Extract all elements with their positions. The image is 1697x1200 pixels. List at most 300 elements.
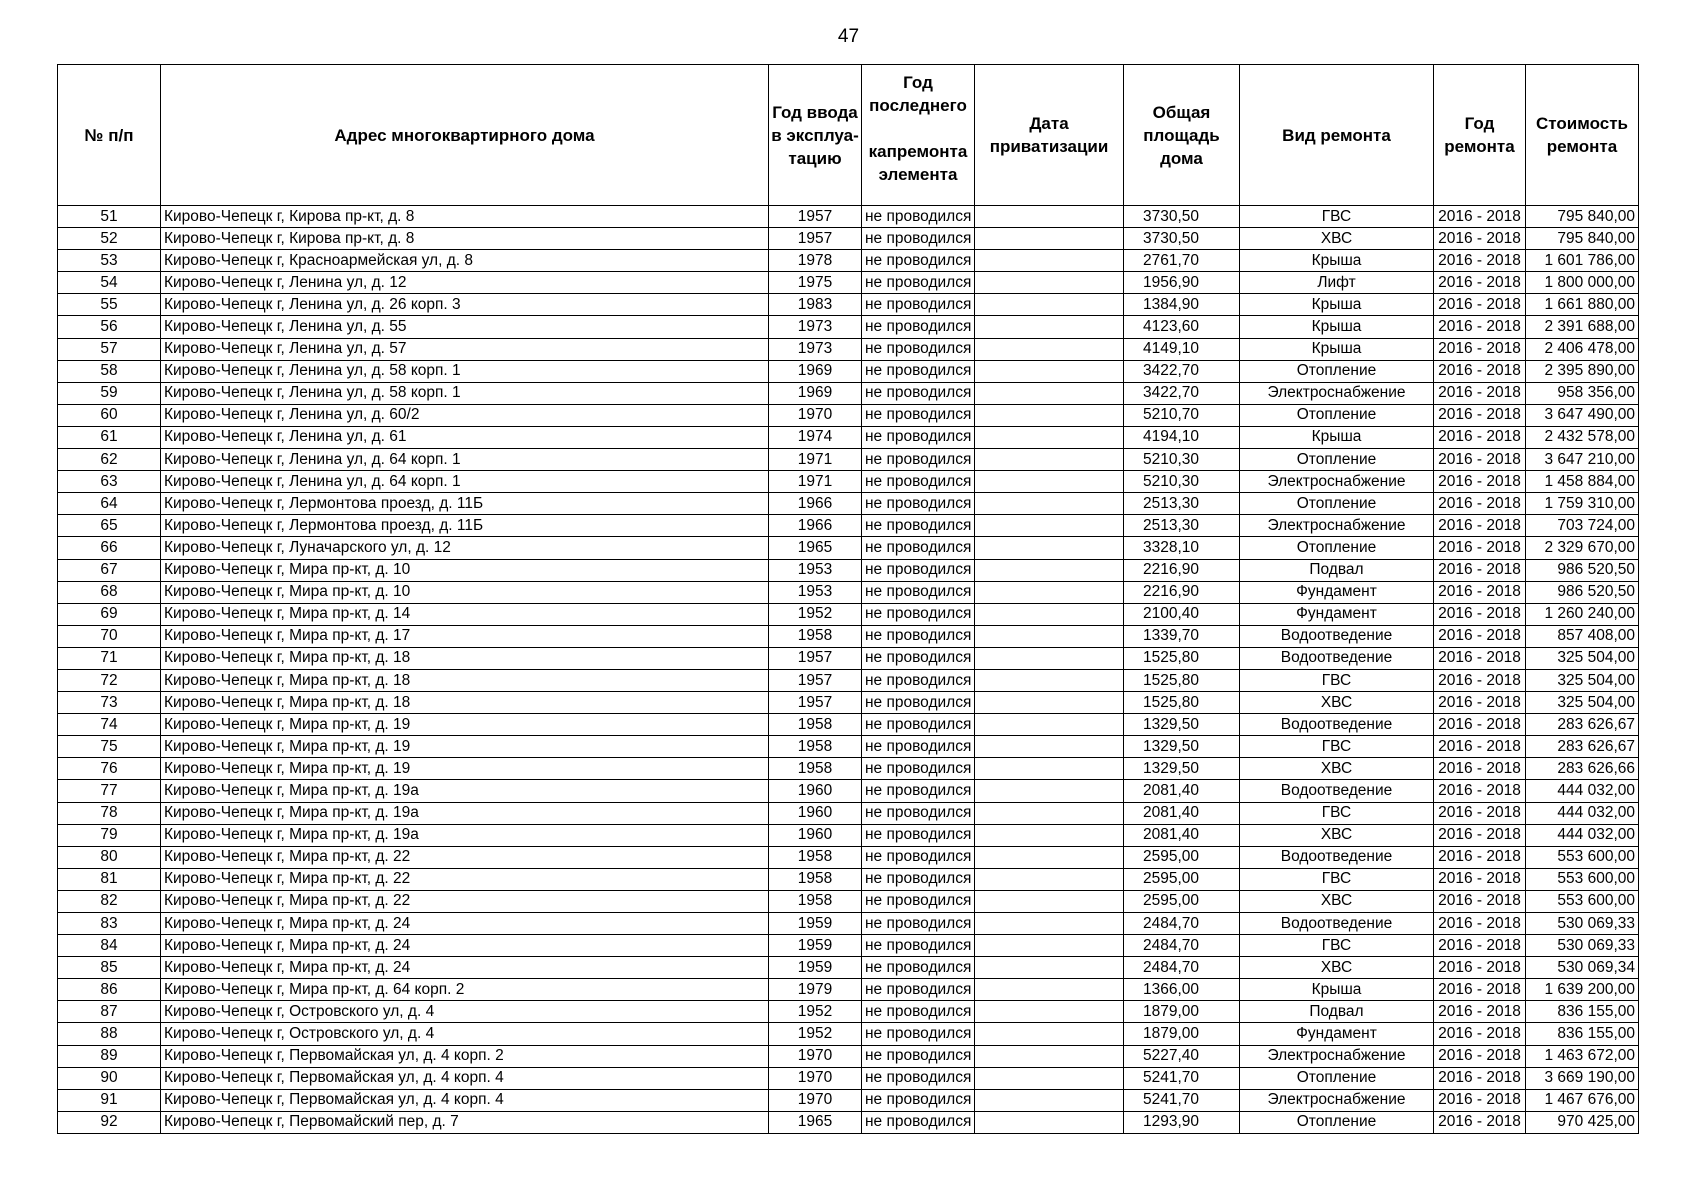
cell-last-repair: не проводился	[862, 1089, 975, 1111]
table-row	[58, 294, 1639, 316]
cell-last-repair: не проводился	[862, 1023, 975, 1045]
cell-repair-year: 2016 - 2018	[1434, 758, 1526, 780]
cell-repair-type: Отопление	[1240, 360, 1434, 382]
table-row	[58, 890, 1639, 912]
cell-last-repair: не проводился	[862, 382, 975, 404]
cell-repair-year: 2016 - 2018	[1434, 890, 1526, 912]
cell-year-built: 1965	[769, 1111, 862, 1133]
cell-last-repair: не проводился	[862, 360, 975, 382]
cell-last-repair: не проводился	[862, 471, 975, 493]
cell-privatization	[975, 736, 1124, 758]
cell-privatization	[975, 272, 1124, 294]
table-row	[58, 206, 1639, 228]
cell-num: 85	[58, 957, 161, 979]
cell-last-repair: не проводился	[862, 1067, 975, 1089]
cell-privatization	[975, 316, 1124, 338]
cell-repair-type: ХВС	[1240, 758, 1434, 780]
cell-repair-type: Фундамент	[1240, 581, 1434, 603]
cell-area: 2100,40	[1124, 603, 1240, 625]
cell-last-repair: не проводился	[862, 316, 975, 338]
cell-area: 2595,00	[1124, 846, 1240, 868]
table-row	[58, 1023, 1639, 1045]
cell-last-repair: не проводился	[862, 250, 975, 272]
header-repair-type: Вид ремонта	[1240, 65, 1434, 206]
cell-last-repair: не проводился	[862, 780, 975, 802]
cell-year-built: 1958	[769, 736, 862, 758]
cell-cost: 325 504,00	[1526, 692, 1639, 714]
cell-num: 89	[58, 1045, 161, 1067]
cell-repair-type: Водоотведение	[1240, 714, 1434, 736]
table-row	[58, 537, 1639, 559]
cell-repair-type: Лифт	[1240, 272, 1434, 294]
cell-num: 65	[58, 515, 161, 537]
cell-cost: 325 504,00	[1526, 647, 1639, 669]
cell-last-repair: не проводился	[862, 802, 975, 824]
table-row	[58, 824, 1639, 846]
cell-year-built: 1952	[769, 603, 862, 625]
cell-num: 64	[58, 493, 161, 515]
cell-area: 2081,40	[1124, 780, 1240, 802]
table-row	[58, 669, 1639, 691]
cell-cost: 836 155,00	[1526, 1001, 1639, 1023]
table-row	[58, 471, 1639, 493]
cell-privatization	[975, 625, 1124, 647]
cell-cost: 530 069,34	[1526, 957, 1639, 979]
cell-year-built: 1970	[769, 1045, 862, 1067]
cell-area: 1525,80	[1124, 647, 1240, 669]
cell-privatization	[975, 294, 1124, 316]
cell-privatization	[975, 426, 1124, 448]
cell-address: Кирово-Чепецк г, Мира пр-кт, д. 24	[161, 913, 769, 935]
cell-repair-year: 2016 - 2018	[1434, 360, 1526, 382]
cell-repair-type: ГВС	[1240, 669, 1434, 691]
header-num: № п/п	[58, 65, 161, 206]
cell-repair-type: Фундамент	[1240, 603, 1434, 625]
cell-area: 1339,70	[1124, 625, 1240, 647]
cell-year-built: 1952	[769, 1023, 862, 1045]
cell-privatization	[975, 692, 1124, 714]
cell-area: 1293,90	[1124, 1111, 1240, 1133]
cell-address: Кирово-Чепецк г, Ленина ул, д. 57	[161, 338, 769, 360]
cell-area: 1525,80	[1124, 669, 1240, 691]
cell-cost: 1 601 786,00	[1526, 250, 1639, 272]
cell-address: Кирово-Чепецк г, Первомайская ул, д. 4 корп. 4	[161, 1067, 769, 1089]
cell-address: Кирово-Чепецк г, Мира пр-кт, д. 19а	[161, 802, 769, 824]
cell-area: 2216,90	[1124, 581, 1240, 603]
cell-last-repair: не проводился	[862, 228, 975, 250]
cell-area: 2595,00	[1124, 890, 1240, 912]
cell-repair-type: Электроснабжение	[1240, 471, 1434, 493]
cell-area: 1366,00	[1124, 979, 1240, 1001]
cell-last-repair: не проводился	[862, 979, 975, 1001]
cell-repair-year: 2016 - 2018	[1434, 228, 1526, 250]
cell-privatization	[975, 360, 1124, 382]
cell-year-built: 1971	[769, 471, 862, 493]
cell-address: Кирово-Чепецк г, Мира пр-кт, д. 19а	[161, 780, 769, 802]
table-row	[58, 802, 1639, 824]
cell-cost: 795 840,00	[1526, 206, 1639, 228]
cell-address: Кирово-Чепецк г, Мира пр-кт, д. 22	[161, 890, 769, 912]
cell-address: Кирово-Чепецк г, Ленина ул, д. 64 корп. 1	[161, 449, 769, 471]
cell-privatization	[975, 471, 1124, 493]
cell-last-repair: не проводился	[862, 338, 975, 360]
table-row	[58, 316, 1639, 338]
cell-last-repair: не проводился	[862, 692, 975, 714]
cell-area: 1384,90	[1124, 294, 1240, 316]
cell-privatization	[975, 537, 1124, 559]
cell-repair-year: 2016 - 2018	[1434, 515, 1526, 537]
cell-cost: 2 406 478,00	[1526, 338, 1639, 360]
cell-year-built: 1953	[769, 559, 862, 581]
cell-repair-type: ХВС	[1240, 957, 1434, 979]
cell-repair-year: 2016 - 2018	[1434, 868, 1526, 890]
cell-address: Кирово-Чепецк г, Кирова пр-кт, д. 8	[161, 206, 769, 228]
cell-repair-year: 2016 - 2018	[1434, 1067, 1526, 1089]
cell-address: Кирово-Чепецк г, Мира пр-кт, д. 18	[161, 692, 769, 714]
cell-repair-type: Крыша	[1240, 426, 1434, 448]
cell-address: Кирово-Чепецк г, Островского ул, д. 4	[161, 1023, 769, 1045]
cell-address: Кирово-Чепецк г, Ленина ул, д. 61	[161, 426, 769, 448]
cell-repair-type: Водоотведение	[1240, 647, 1434, 669]
cell-cost: 2 395 890,00	[1526, 360, 1639, 382]
cell-cost: 530 069,33	[1526, 913, 1639, 935]
cell-repair-year: 2016 - 2018	[1434, 669, 1526, 691]
cell-repair-year: 2016 - 2018	[1434, 294, 1526, 316]
table-row	[58, 559, 1639, 581]
cell-privatization	[975, 714, 1124, 736]
cell-repair-type: ГВС	[1240, 736, 1434, 758]
cell-repair-type: Электроснабжение	[1240, 515, 1434, 537]
repair-register-table	[57, 64, 1639, 1134]
cell-repair-year: 2016 - 2018	[1434, 1045, 1526, 1067]
cell-num: 72	[58, 669, 161, 691]
table-row	[58, 603, 1639, 625]
cell-repair-type: Водоотведение	[1240, 846, 1434, 868]
cell-year-built: 1958	[769, 758, 862, 780]
table-row	[58, 1045, 1639, 1067]
cell-repair-year: 2016 - 2018	[1434, 1111, 1526, 1133]
cell-address: Кирово-Чепецк г, Мира пр-кт, д. 19	[161, 714, 769, 736]
cell-address: Кирово-Чепецк г, Луначарского ул, д. 12	[161, 537, 769, 559]
cell-last-repair: не проводился	[862, 603, 975, 625]
cell-area: 5210,70	[1124, 404, 1240, 426]
cell-repair-year: 2016 - 2018	[1434, 824, 1526, 846]
cell-last-repair: не проводился	[862, 625, 975, 647]
cell-last-repair: не проводился	[862, 493, 975, 515]
cell-last-repair: не проводился	[862, 1045, 975, 1067]
table-row	[58, 1111, 1639, 1133]
cell-privatization	[975, 449, 1124, 471]
cell-num: 60	[58, 404, 161, 426]
cell-year-built: 1969	[769, 382, 862, 404]
cell-address: Кирово-Чепецк г, Мира пр-кт, д. 18	[161, 669, 769, 691]
header-address: Адрес многоквартирного дома	[161, 65, 769, 206]
cell-year-built: 1958	[769, 625, 862, 647]
cell-address: Кирово-Чепецк г, Мира пр-кт, д. 24	[161, 957, 769, 979]
cell-repair-type: Подвал	[1240, 559, 1434, 581]
cell-cost: 1 759 310,00	[1526, 493, 1639, 515]
table-row	[58, 449, 1639, 471]
cell-address: Кирово-Чепецк г, Мира пр-кт, д. 22	[161, 868, 769, 890]
cell-address: Кирово-Чепецк г, Ленина ул, д. 60/2	[161, 404, 769, 426]
cell-repair-year: 2016 - 2018	[1434, 426, 1526, 448]
cell-area: 5227,40	[1124, 1045, 1240, 1067]
cell-repair-type: Крыша	[1240, 250, 1434, 272]
cell-last-repair: не проводился	[862, 758, 975, 780]
table-row	[58, 382, 1639, 404]
cell-area: 3730,50	[1124, 228, 1240, 250]
cell-address: Кирово-Чепецк г, Ленина ул, д. 58 корп. 1	[161, 382, 769, 404]
table-row	[58, 692, 1639, 714]
cell-repair-type: ГВС	[1240, 802, 1434, 824]
cell-repair-type: Электроснабжение	[1240, 1089, 1434, 1111]
cell-address: Кирово-Чепецк г, Мира пр-кт, д. 17	[161, 625, 769, 647]
cell-repair-year: 2016 - 2018	[1434, 206, 1526, 228]
cell-last-repair: не проводился	[862, 1001, 975, 1023]
cell-cost: 283 626,67	[1526, 736, 1639, 758]
cell-address: Кирово-Чепецк г, Первомайская ул, д. 4 корп. 4	[161, 1089, 769, 1111]
cell-privatization	[975, 802, 1124, 824]
cell-cost: 3 647 210,00	[1526, 449, 1639, 471]
cell-privatization	[975, 1023, 1124, 1045]
cell-privatization	[975, 824, 1124, 846]
cell-repair-type: Крыша	[1240, 338, 1434, 360]
cell-repair-type: Отопление	[1240, 493, 1434, 515]
cell-repair-year: 2016 - 2018	[1434, 493, 1526, 515]
cell-cost: 986 520,50	[1526, 559, 1639, 581]
cell-num: 61	[58, 426, 161, 448]
cell-privatization	[975, 868, 1124, 890]
cell-num: 68	[58, 581, 161, 603]
cell-cost: 795 840,00	[1526, 228, 1639, 250]
cell-address: Кирово-Чепецк г, Островского ул, д. 4	[161, 1001, 769, 1023]
cell-repair-year: 2016 - 2018	[1434, 647, 1526, 669]
cell-area: 1525,80	[1124, 692, 1240, 714]
cell-num: 88	[58, 1023, 161, 1045]
cell-year-built: 1971	[769, 449, 862, 471]
cell-last-repair: не проводился	[862, 868, 975, 890]
cell-address: Кирово-Чепецк г, Мира пр-кт, д. 10	[161, 581, 769, 603]
cell-repair-year: 2016 - 2018	[1434, 272, 1526, 294]
cell-repair-type: Отопление	[1240, 449, 1434, 471]
cell-area: 2761,70	[1124, 250, 1240, 272]
cell-privatization	[975, 780, 1124, 802]
cell-year-built: 1970	[769, 1089, 862, 1111]
cell-cost: 553 600,00	[1526, 890, 1639, 912]
cell-repair-type: Водоотведение	[1240, 913, 1434, 935]
cell-num: 55	[58, 294, 161, 316]
cell-repair-year: 2016 - 2018	[1434, 802, 1526, 824]
cell-cost: 1 639 200,00	[1526, 979, 1639, 1001]
header-area: Общая площадь дома	[1124, 65, 1240, 206]
cell-year-built: 1983	[769, 294, 862, 316]
cell-privatization	[975, 1045, 1124, 1067]
table-row	[58, 736, 1639, 758]
cell-cost: 1 661 880,00	[1526, 294, 1639, 316]
table-row	[58, 493, 1639, 515]
cell-area: 4194,10	[1124, 426, 1240, 448]
cell-privatization	[975, 382, 1124, 404]
cell-num: 62	[58, 449, 161, 471]
cell-num: 75	[58, 736, 161, 758]
cell-cost: 530 069,33	[1526, 935, 1639, 957]
cell-repair-year: 2016 - 2018	[1434, 625, 1526, 647]
cell-num: 58	[58, 360, 161, 382]
table-row	[58, 515, 1639, 537]
cell-repair-type: Крыша	[1240, 294, 1434, 316]
cell-num: 52	[58, 228, 161, 250]
cell-num: 90	[58, 1067, 161, 1089]
cell-repair-type: ГВС	[1240, 206, 1434, 228]
cell-last-repair: не проводился	[862, 1111, 975, 1133]
table-row	[58, 1067, 1639, 1089]
cell-num: 76	[58, 758, 161, 780]
cell-year-built: 1973	[769, 316, 862, 338]
cell-privatization	[975, 1089, 1124, 1111]
table-row	[58, 913, 1639, 935]
cell-year-built: 1970	[769, 404, 862, 426]
cell-year-built: 1957	[769, 647, 862, 669]
cell-area: 3422,70	[1124, 360, 1240, 382]
cell-repair-type: Водоотведение	[1240, 780, 1434, 802]
cell-privatization	[975, 250, 1124, 272]
cell-area: 1329,50	[1124, 714, 1240, 736]
cell-last-repair: не проводился	[862, 449, 975, 471]
cell-area: 2081,40	[1124, 802, 1240, 824]
cell-year-built: 1957	[769, 669, 862, 691]
cell-privatization	[975, 559, 1124, 581]
cell-last-repair: не проводился	[862, 581, 975, 603]
cell-area: 2484,70	[1124, 957, 1240, 979]
cell-area: 1956,90	[1124, 272, 1240, 294]
cell-year-built: 1960	[769, 780, 862, 802]
cell-address: Кирово-Чепецк г, Лермонтова проезд, д. 11Б	[161, 493, 769, 515]
cell-address: Кирово-Чепецк г, Первомайская ул, д. 4 корп. 2	[161, 1045, 769, 1067]
cell-num: 59	[58, 382, 161, 404]
cell-repair-year: 2016 - 2018	[1434, 603, 1526, 625]
cell-area: 2513,30	[1124, 515, 1240, 537]
table-row	[58, 228, 1639, 250]
cell-address: Кирово-Чепецк г, Мира пр-кт, д. 24	[161, 935, 769, 957]
cell-repair-year: 2016 - 2018	[1434, 1089, 1526, 1111]
cell-repair-type: Водоотведение	[1240, 625, 1434, 647]
cell-last-repair: не проводился	[862, 426, 975, 448]
cell-num: 82	[58, 890, 161, 912]
table-row	[58, 338, 1639, 360]
cell-year-built: 1959	[769, 913, 862, 935]
cell-last-repair: не проводился	[862, 935, 975, 957]
cell-num: 92	[58, 1111, 161, 1133]
cell-cost: 2 432 578,00	[1526, 426, 1639, 448]
cell-repair-year: 2016 - 2018	[1434, 957, 1526, 979]
cell-repair-year: 2016 - 2018	[1434, 913, 1526, 935]
cell-privatization	[975, 979, 1124, 1001]
cell-address: Кирово-Чепецк г, Первомайский пер, д. 7	[161, 1111, 769, 1133]
cell-cost: 553 600,00	[1526, 868, 1639, 890]
cell-cost: 986 520,50	[1526, 581, 1639, 603]
cell-address: Кирово-Чепецк г, Мира пр-кт, д. 10	[161, 559, 769, 581]
header-last-repair-line2: капремонта элемента	[868, 142, 968, 184]
cell-last-repair: не проводился	[862, 559, 975, 581]
cell-num: 56	[58, 316, 161, 338]
cell-repair-type: ХВС	[1240, 228, 1434, 250]
cell-last-repair: не проводился	[862, 669, 975, 691]
table-row	[58, 625, 1639, 647]
cell-last-repair: не проводился	[862, 846, 975, 868]
cell-cost: 1 458 884,00	[1526, 471, 1639, 493]
cell-cost: 3 669 190,00	[1526, 1067, 1639, 1089]
cell-year-built: 1973	[769, 338, 862, 360]
cell-year-built: 1958	[769, 846, 862, 868]
cell-area: 1329,50	[1124, 758, 1240, 780]
table-row	[58, 1089, 1639, 1111]
cell-privatization	[975, 228, 1124, 250]
cell-num: 91	[58, 1089, 161, 1111]
cell-repair-year: 2016 - 2018	[1434, 316, 1526, 338]
cell-area: 2513,30	[1124, 493, 1240, 515]
table-row	[58, 250, 1639, 272]
cell-privatization	[975, 603, 1124, 625]
cell-cost: 444 032,00	[1526, 824, 1639, 846]
cell-year-built: 1974	[769, 426, 862, 448]
cell-num: 71	[58, 647, 161, 669]
table-row	[58, 957, 1639, 979]
cell-cost: 1 800 000,00	[1526, 272, 1639, 294]
cell-cost: 857 408,00	[1526, 625, 1639, 647]
cell-num: 83	[58, 913, 161, 935]
cell-repair-year: 2016 - 2018	[1434, 979, 1526, 1001]
cell-num: 79	[58, 824, 161, 846]
cell-num: 73	[58, 692, 161, 714]
cell-privatization	[975, 846, 1124, 868]
cell-year-built: 1957	[769, 228, 862, 250]
cell-year-built: 1966	[769, 493, 862, 515]
cell-last-repair: не проводился	[862, 294, 975, 316]
cell-num: 81	[58, 868, 161, 890]
cell-year-built: 1960	[769, 802, 862, 824]
cell-year-built: 1978	[769, 250, 862, 272]
cell-year-built: 1957	[769, 692, 862, 714]
cell-area: 1879,00	[1124, 1001, 1240, 1023]
cell-privatization	[975, 913, 1124, 935]
cell-privatization	[975, 935, 1124, 957]
cell-address: Кирово-Чепецк г, Мира пр-кт, д. 19	[161, 758, 769, 780]
cell-area: 2484,70	[1124, 913, 1240, 935]
cell-repair-year: 2016 - 2018	[1434, 581, 1526, 603]
cell-year-built: 1957	[769, 206, 862, 228]
cell-year-built: 1953	[769, 581, 862, 603]
cell-last-repair: не проводился	[862, 272, 975, 294]
table-body	[58, 206, 1639, 1134]
cell-address: Кирово-Чепецк г, Красноармейская ул, д. 8	[161, 250, 769, 272]
cell-privatization	[975, 669, 1124, 691]
cell-year-built: 1959	[769, 935, 862, 957]
cell-area: 1329,50	[1124, 736, 1240, 758]
cell-num: 63	[58, 471, 161, 493]
table-header-row	[58, 65, 1639, 206]
cell-area: 3328,10	[1124, 537, 1240, 559]
cell-cost: 3 647 490,00	[1526, 404, 1639, 426]
cell-num: 74	[58, 714, 161, 736]
cell-repair-year: 2016 - 2018	[1434, 1023, 1526, 1045]
table-row	[58, 935, 1639, 957]
cell-last-repair: не проводился	[862, 714, 975, 736]
table-row	[58, 581, 1639, 603]
cell-last-repair: не проводился	[862, 206, 975, 228]
cell-repair-year: 2016 - 2018	[1434, 935, 1526, 957]
cell-privatization	[975, 581, 1124, 603]
cell-address: Кирово-Чепецк г, Мира пр-кт, д. 19	[161, 736, 769, 758]
